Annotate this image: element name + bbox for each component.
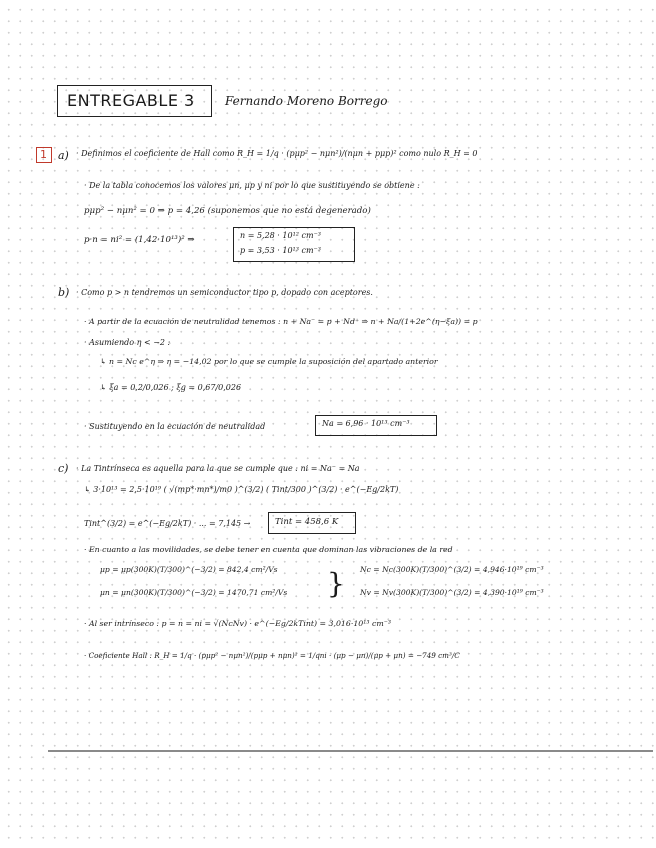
- nc-value: Nc = Nc(300K)(T/300)^(3/2) = 4,946·10¹⁹ cm⁻³: [360, 565, 544, 574]
- part-b-label: b): [58, 286, 70, 299]
- part-b-line: · A partir de la ecuación de neutralidad tenemos : n + Na⁻ = p + Nd⁺ ⇒ n + Na/(1+2e^(η−ξa)) = p: [84, 317, 478, 326]
- part-c-line: · La Tintrínseca es aquella para la que se cumple que : ni = Na⁻ = Na: [76, 464, 360, 473]
- hall-coefficient-line: · Coeficiente Hall : R_H = 1/q · (pμp² − nμn²)/(pμp + nμn)² = 1/qni · (μp − μn)/(μp + μn) = −749 cm³/C: [84, 651, 460, 660]
- part-b-line: · Sustituyendo en la ecuación de neutralidad: [84, 422, 266, 431]
- part-a-line: · Definimos el coeficiente de Hall como R_H = 1/q · (pμp² − nμn²)/(nμn + pμp)² como nulo R_H = 0: [76, 149, 478, 158]
- result-tint: Tint = 458,6 K: [275, 517, 339, 527]
- part-c-line: · En cuanto a las movilidades, se debe tener en cuenta que dominan las vibraciones de la red: [84, 545, 453, 554]
- part-b-line: ↳ ξa = 0,2/0,026 ; ξg = 0,67/0,026: [100, 383, 242, 392]
- mobility-n: μn = μn(300K)(T/300)^(−3/2) = 1470,71 cm²/Vs: [100, 588, 288, 597]
- part-b-line: · Como p > n tendremos un semiconductor tipo p, dopado con aceptores.: [76, 288, 373, 297]
- part-c-label: c): [58, 462, 69, 475]
- intrinsic-line: · Al ser intrínseco : p = n = ni = √(NcNv) · e^(−Eg/2kTint) = 3,016·10¹³ cm⁻³: [84, 619, 391, 628]
- part-c-line: Tint^(3/2) = e^(−Eg/2kT) · ... = 7,145 →: [84, 519, 251, 528]
- nv-value: Nv = Nv(300K)(T/300)^(3/2) = 4,390·10¹⁹ cm⁻³: [360, 588, 544, 597]
- author-name: Fernando Moreno Borrego: [225, 94, 388, 108]
- part-a-label: a): [58, 149, 69, 162]
- brace: }: [327, 567, 345, 600]
- divider: [48, 750, 653, 752]
- part-a-line: · De la tabla conocemos los valores μn, μp y ni por lo que sustituyendo se obtiene :: [84, 181, 420, 190]
- part-b-line: ↳ n = Nc e^η ⇒ η = −14,02 por lo que se cumple la suposición del apartado anterior: [100, 357, 438, 366]
- result-n: n = 5,28 · 10¹² cm⁻³: [240, 231, 322, 240]
- mobility-p: μp = μp(300K)(T/300)^(−3/2) = 842,4 cm²/Vs: [100, 565, 278, 574]
- part-a-line: pμp² − nμn² = 0 ⇒ p = 4,26 (suponemos que no está degenerado): [84, 206, 371, 216]
- part-a-line: p·n = ni² = (1,42·10¹³)² ⇒: [84, 235, 195, 245]
- part-c-line: ↳ 3·10¹³ = 2,5·10¹⁹ ( √(mp*·mn*)/m0 )^(3/2) ( Tint/300 )^(3/2) · e^(−Eg/2kT): [84, 485, 399, 494]
- problem-number: 1: [40, 148, 48, 161]
- part-b-line: · Asumiendo η < −2 :: [84, 338, 171, 347]
- page-title: ENTREGABLE 3: [67, 91, 195, 110]
- result-p: p = 3,53 · 10¹³ cm⁻³: [240, 246, 321, 255]
- result-na: Na = 6,96 · 10¹³ cm⁻³: [322, 419, 410, 428]
